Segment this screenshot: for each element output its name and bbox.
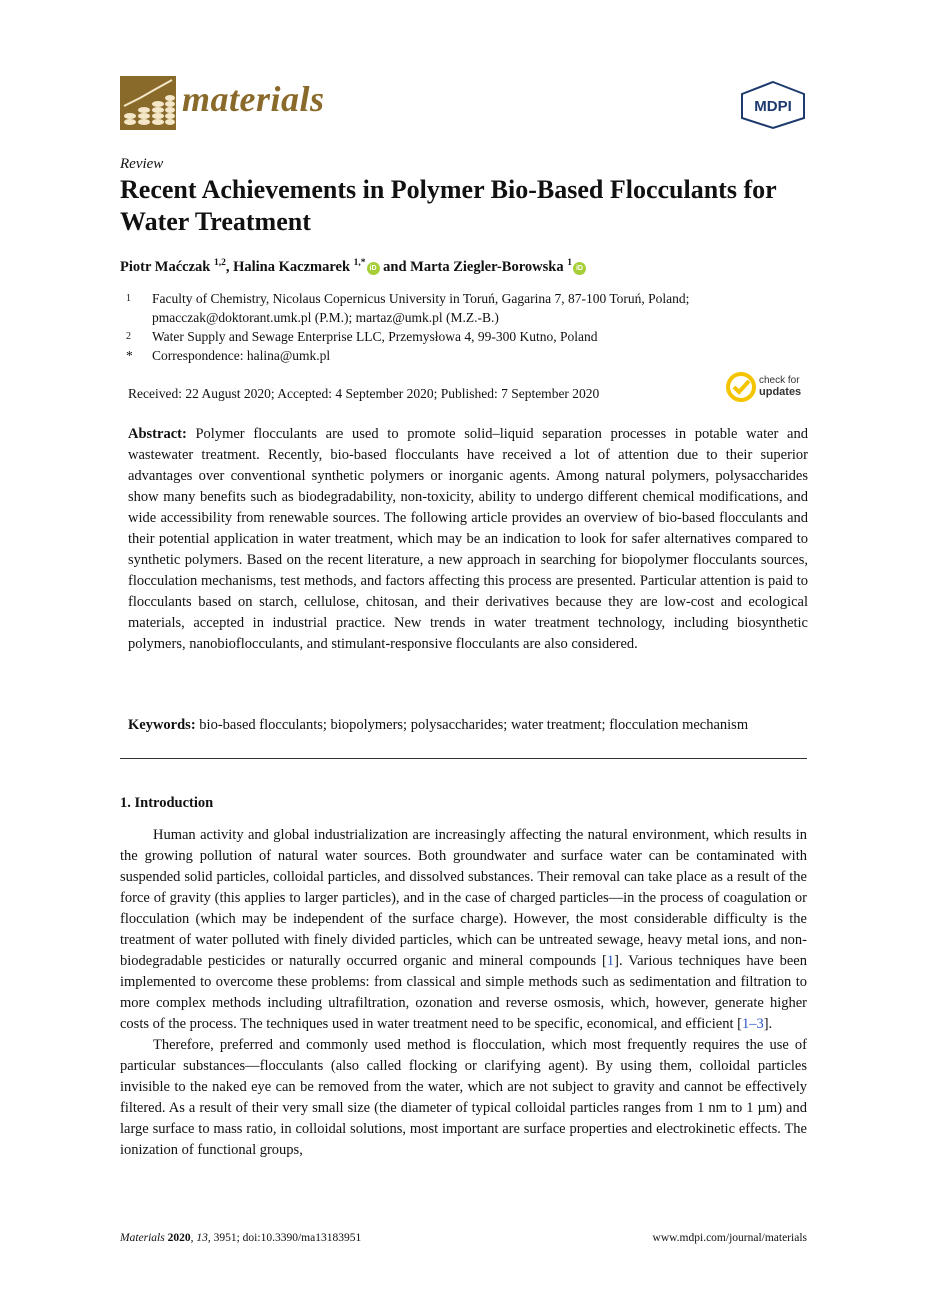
author-name: Piotr Maćczak	[120, 259, 211, 275]
section-divider	[120, 758, 807, 759]
orcid-icon[interactable]: iD	[367, 262, 380, 275]
author-name: Halina Kaczmarek	[233, 259, 351, 275]
affiliation-mark: 2	[126, 331, 131, 342]
affiliation-item	[120, 346, 820, 365]
affiliation-list	[120, 289, 820, 365]
mdpi-logo-text: MDPI	[754, 98, 792, 115]
correspondence-line: Correspondence: halina@umk.pl	[152, 348, 331, 363]
paragraph-text: ].	[763, 1016, 773, 1032]
check-for-updates-button[interactable]	[726, 372, 810, 406]
citation-link[interactable]: 1	[606, 953, 615, 969]
affiliation-item	[120, 327, 820, 346]
check-circle-icon	[726, 372, 756, 402]
footer-journal: Materials	[120, 1232, 165, 1244]
affiliation-line: Faculty of Chemistry, Nicolaus Copernicus University in Toruń, Gagarina 7, 87-100 Toruń, Poland;	[152, 291, 690, 306]
author-affiliation-mark: 1,*	[353, 258, 366, 268]
keywords-label: Keywords:	[128, 717, 196, 733]
keywords	[128, 715, 808, 735]
footer-year: 2020	[167, 1232, 191, 1244]
journal-logo-icon	[120, 76, 176, 130]
article-title: Recent Achievements in Polymer Bio-Based Flocculants for Water Treatment	[120, 175, 777, 236]
check-for-label: check for	[759, 375, 800, 386]
mdpi-logo-icon	[738, 80, 808, 130]
section-heading: 1. Introduction	[120, 795, 214, 811]
affiliation-mark: *	[126, 348, 133, 363]
abstract	[128, 424, 808, 655]
affiliation-line: Water Supply and Sewage Enterprise LLC, Przemysłowa 4, 99-300 Kutno, Poland	[152, 329, 598, 344]
author-name: Marta Ziegler-Borowska	[410, 259, 564, 275]
updates-label: updates	[759, 386, 802, 398]
author-affiliation-mark: 1,2	[213, 258, 226, 268]
paragraph: Therefore, preferred and commonly used method is flocculation, which most frequently requires the use of particular substances—flocculants (also called flocking or clarifying agent). By using them, colloidal particles invisible to the naked eye can be removed from the water, which are not subject to gravity and cannot be effectively filtered. As a result of their very small size (the diameter of typical colloidal particles ranges from 1 nm to 1 µm) and large surface to mass ratio, in colloidal solutions, most important are surface properties and electrokinetic effects. The ionization of functional groups,	[120, 1037, 807, 1158]
affiliation-mark: 1	[126, 293, 131, 304]
footer-citation: Materials 2020, 13, 3951; doi:10.3390/ma13183951	[120, 1232, 362, 1244]
paragraph-text: ]. Various techniques have been implemented to overcome these problems: from classical and simple methods such as sedimentation and filtration to more complex methods including ultrafiltration, ozonation and reverse osmosis, which, however, generate higher costs of the process. The techniques used in water treatment need to be specific, economical, and efficient [	[120, 953, 807, 1032]
affiliation-item	[120, 289, 820, 327]
orcid-icon[interactable]: iD	[573, 262, 586, 275]
footer-url[interactable]: www.mdpi.com/journal/materials	[652, 1232, 807, 1244]
abstract-text: Polymer flocculants are used to promote solid–liquid separation processes in potable water and wastewater treatment. Recently, bio-based flocculants have received a lot of attention due to their superior advantages over conventional synthetic polymers or inorganic agents. Among natural polymers, polysaccharides show many benefits such as biodegradability, non-toxicity, ability to undergo different chemical modifications, and wide accessibility from renewable sources. The following article provides an overview of bio-based flocculants and their potential application in water treatment, which may be an indication to look for safer alternatives compared to synthetic polymers. Based on the recent literature, a new approach in searching for biopolymer flocculants sources, flocculation mechanisms, test methods, and factors affecting this process are presented. Particular attention is paid to flocculants based on starch, cellulose, chitosan, and their derivatives because they are low-cost and ecological materials, accepted in industrial practice. New trends in water treatment technology, including biosynthetic polymers, nanobioflocculants, and stimulant-responsive flocculants are also considered.	[128, 426, 808, 652]
abstract-label: Abstract:	[128, 426, 187, 442]
keywords-text: bio-based flocculants; biopolymers; polysaccharides; water treatment; flocculation mechanism	[195, 717, 749, 733]
article-type: Review	[120, 156, 164, 172]
introduction-body	[120, 825, 807, 1161]
publication-dates: Received: 22 August 2020; Accepted: 4 September 2020; Published: 7 September 2020	[128, 386, 600, 401]
footer-doi: , 3951; doi:10.3390/ma13183951	[207, 1232, 362, 1244]
journal-name: materials	[182, 79, 325, 119]
paragraph-text: Human activity and global industrialization are increasingly affecting the natural environment, which results in the growing pollution of natural water sources. Both groundwater and surface water can be contaminated with suspended solid particles, colloidal particles, and dissolved substances. Their removal can take place as a result of the force of gravity (this applies to larger particles), and in the case of charged particles—in the process of coagulation or flocculation (which may be independent of the surface charge). However, the most considerable difficulty is the treatment of water polluted with finely divided particles, which can be untreated sewage, heavy metal ions, and non-biodegradable pesticides or naturally occurred organic and mineral compounds [	[120, 827, 807, 969]
author-affiliation-mark: 1	[567, 258, 572, 268]
author-separator: and	[379, 259, 411, 275]
footer-volume: 13	[196, 1232, 208, 1244]
affiliation-line: pmacczak@doktorant.umk.pl (P.M.); martaz@umk.pl (M.Z.-B.)	[152, 310, 499, 325]
citation-link[interactable]: 1–3	[741, 1016, 764, 1032]
author-list	[120, 259, 586, 276]
author-separator: ,	[225, 259, 234, 275]
paragraph	[120, 825, 807, 1035]
